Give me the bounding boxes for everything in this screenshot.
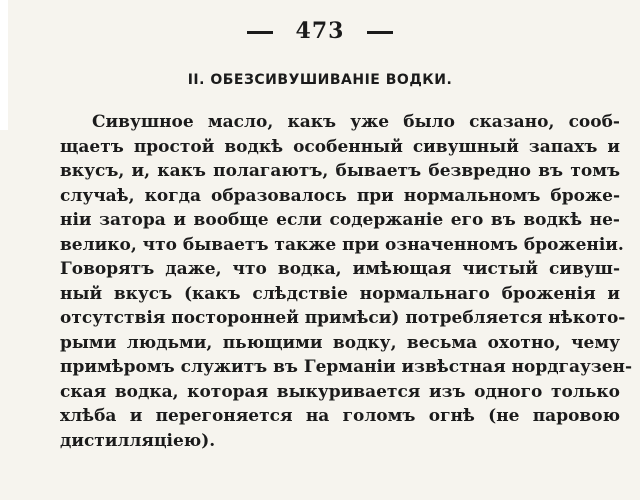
page-number: 473 — [295, 18, 345, 44]
text-line: рыми людьми, пьющими водку, весьма охотно, чему — [60, 332, 620, 353]
section-heading: II. ОБЕЗСИВУШИВАНІЕ ВОДКИ. — [187, 72, 453, 88]
text-line: вкусъ, и, какъ полагаютъ, бываетъ безвредно въ томъ — [60, 161, 620, 181]
text-line: велико, что бываетъ также при означенномъ броженіи. — [60, 234, 624, 255]
text-line: случаѣ, когда образовалось при нормальномъ броже- — [60, 185, 620, 206]
text-line: примѣромъ служитъ въ Германіи извѣстная нордгаузен- — [60, 357, 633, 377]
text-line: ный вкусъ (какъ слѣдствіе нормальнаго броженія и — [60, 283, 620, 304]
text-line: отсутствія посторонней примѣси) потребляется нѣкото- — [60, 308, 626, 328]
text-line: хлѣба и перегоняется на голомъ огнѣ (не паровою — [60, 406, 620, 426]
page-number-dash-right — [367, 31, 393, 34]
text-line: щаетъ простой водкѣ особенный сивушный запахъ и — [60, 136, 620, 157]
text-line: ская водка, которая выкуривается изъ одного только — [60, 381, 620, 402]
text-line: Говорятъ даже, что водка, имѣющая чистый сивуш- — [60, 259, 620, 279]
text-line: Сивушное масло, какъ уже было сказано, сооб- — [92, 112, 620, 132]
page-header — [0, 18, 640, 44]
text-line: ніи затора и вообще если содержаніе его въ водкѣ не- — [60, 210, 620, 230]
body-paragraph — [60, 110, 633, 453]
page-number-dash-left — [247, 31, 273, 34]
text-line: дистилляціею). — [60, 430, 216, 451]
